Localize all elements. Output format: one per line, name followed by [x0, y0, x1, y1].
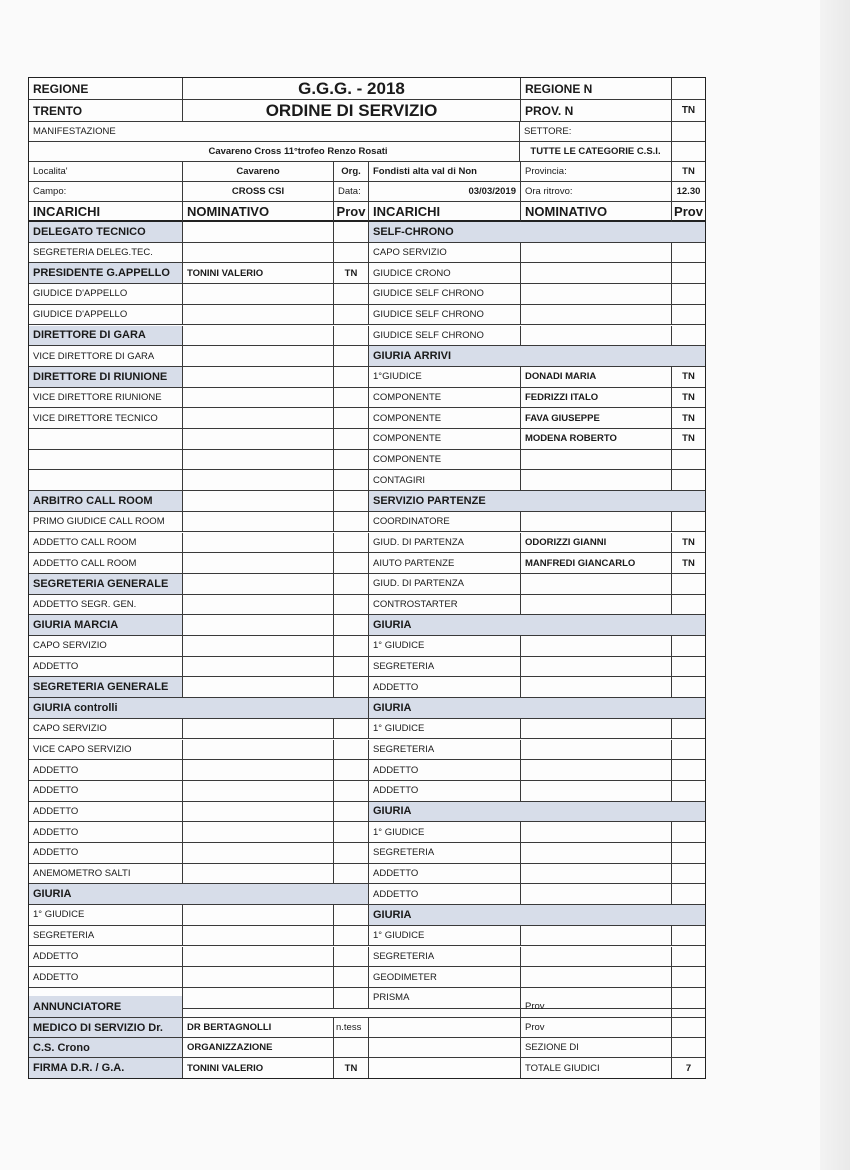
left-prov-8 [334, 388, 369, 409]
left-prov-31 [334, 864, 369, 885]
left-name-0 [183, 222, 334, 243]
left-label-27: ADDETTO [29, 781, 183, 802]
prov-n-value: TN [672, 100, 705, 122]
right-label-17: GIUD. DI PARTENZA [369, 574, 521, 595]
left-prov-35 [334, 947, 369, 968]
right-section-23: GIURIA [369, 698, 705, 719]
ritrovo-label: Ora ritrovo: [521, 182, 672, 202]
right-prov-11 [672, 450, 705, 471]
right-name-9: FAVA GIUSEPPE [521, 408, 672, 429]
org-label: Org. [334, 162, 369, 182]
left-label-8: VICE DIRETTORE RIUNIONE [29, 388, 183, 409]
left-prov-15 [334, 533, 369, 554]
right-name-26 [521, 760, 672, 781]
col-prov-right: Prov [672, 202, 705, 222]
settore-value: TUTTE LE CATEGORIE C.S.I. [519, 142, 672, 162]
right-name-14 [521, 512, 672, 533]
org-value: Fondisti alta val di Non [369, 162, 521, 182]
left-prov-33 [334, 905, 369, 926]
right-prov-18 [672, 595, 705, 616]
right-label-12: CONTAGIRI [369, 470, 521, 491]
right-prov-7: TN [672, 367, 705, 388]
right-name-15: ODORIZZI GIANNI [521, 533, 672, 554]
right-prov-14 [672, 512, 705, 533]
left-prov-7 [334, 367, 369, 388]
page-edge [820, 0, 850, 1170]
left-label-35: ADDETTO [29, 947, 183, 968]
right-label-14: COORDINATORE [369, 512, 521, 533]
right-name-11 [521, 450, 672, 471]
left-prov-19 [334, 615, 369, 636]
right-name-10: MODENA ROBERTO [521, 429, 672, 450]
right-prov-27 [672, 781, 705, 802]
right-section-28: GIURIA [369, 802, 705, 823]
right-prov-34 [672, 926, 705, 947]
right-name-1 [521, 243, 672, 264]
left-name-21 [183, 657, 334, 678]
left-prov-11 [334, 450, 369, 471]
left-prov-4 [334, 305, 369, 326]
right-prov-32 [672, 884, 705, 905]
left-prov-25 [334, 740, 369, 761]
right-name-16: MANFREDI GIANCARLO [521, 553, 672, 574]
right-prov-1 [672, 243, 705, 264]
right-label-24: 1° GIUDICE [369, 719, 521, 740]
right-prov-30 [672, 843, 705, 864]
left-label-14: PRIMO GIUDICE CALL ROOM [29, 512, 183, 533]
left-name-26 [183, 760, 334, 781]
left-label-13: ARBITRO CALL ROOM [29, 491, 183, 512]
right-label-36: GEODIMETER [369, 967, 521, 988]
left-name-10 [183, 429, 334, 450]
right-label-5: GIUDICE SELF CHRONO [369, 326, 521, 347]
right-name-27 [521, 781, 672, 802]
col-nominativo-right: NOMINATIVO [521, 202, 672, 222]
right-prov-12 [672, 470, 705, 491]
col-nominativo-left: NOMINATIVO [183, 202, 334, 222]
left-name-22 [183, 677, 334, 698]
annunciatore-label: ANNUNCIATORE [29, 996, 183, 1018]
right-prov-10: TN [672, 429, 705, 450]
right-prov-26 [672, 760, 705, 781]
manifestazione-label: MANIFESTAZIONE [29, 122, 521, 142]
left-name-29 [183, 822, 334, 843]
left-label-20: CAPO SERVIZIO [29, 636, 183, 657]
left-label-22: SEGRETERIA GENERALE [29, 677, 183, 698]
left-label-5: DIRETTORE DI GARA [29, 326, 183, 347]
right-label-10: COMPONENTE [369, 429, 521, 450]
settore-empty [672, 122, 705, 142]
right-label-2: GIUDICE CRONO [369, 263, 521, 284]
left-name-28 [183, 802, 334, 823]
right-prov-22 [672, 677, 705, 698]
left-name-3 [183, 284, 334, 305]
right-label-26: ADDETTO [369, 760, 521, 781]
left-name-14 [183, 512, 334, 533]
right-prov-2 [672, 263, 705, 284]
left-name-7 [183, 367, 334, 388]
firma-empty [369, 1058, 521, 1078]
left-name-12 [183, 470, 334, 491]
left-prov-21 [334, 657, 369, 678]
right-label-9: COMPONENTE [369, 408, 521, 429]
left-label-15: ADDETTO CALL ROOM [29, 533, 183, 554]
crono-prov [334, 1038, 369, 1058]
sezione-label: SEZIONE DI [521, 1038, 672, 1058]
left-label-16: ADDETTO CALL ROOM [29, 553, 183, 574]
right-label-32: ADDETTO [369, 884, 521, 905]
settore-value-empty [672, 142, 705, 162]
left-name-18 [183, 595, 334, 616]
right-label-35: SEGRETERIA [369, 947, 521, 968]
provincia-label: Provincia: [521, 162, 672, 182]
right-prov-3 [672, 284, 705, 305]
left-prov-24 [334, 719, 369, 740]
right-name-29 [521, 822, 672, 843]
ordine-title: ORDINE DI SERVIZIO [183, 100, 521, 122]
right-prov-31 [672, 864, 705, 885]
firma-prov: TN [334, 1058, 369, 1078]
right-prov-15: TN [672, 533, 705, 554]
right-prov-8: TN [672, 388, 705, 409]
regione-n-label: REGIONE N [521, 78, 672, 100]
left-label-0: DELEGATO TECNICO [29, 222, 183, 243]
right-label-8: COMPONENTE [369, 388, 521, 409]
firma-name: TONINI VALERIO [183, 1058, 334, 1078]
regione-n-value [672, 78, 705, 100]
right-name-4 [521, 305, 672, 326]
right-prov-21 [672, 657, 705, 678]
left-name-36 [183, 967, 334, 988]
right-name-32 [521, 884, 672, 905]
right-label-22: ADDETTO [369, 677, 521, 698]
left-name-25 [183, 740, 334, 761]
ggg-title: G.G.G. - 2018 [183, 78, 521, 100]
right-name-25 [521, 740, 672, 761]
left-label-21: ADDETTO [29, 657, 183, 678]
left-label-3: GIUDICE D'APPELLO [29, 284, 183, 305]
left-name-9 [183, 408, 334, 429]
left-name-16 [183, 553, 334, 574]
left-prov-22 [334, 677, 369, 698]
left-name-31 [183, 864, 334, 885]
left-label-6: VICE DIRETTORE DI GARA [29, 346, 183, 367]
right-label-3: GIUDICE SELF CHRONO [369, 284, 521, 305]
regione-label: REGIONE [29, 78, 183, 100]
right-name-36 [521, 967, 672, 988]
right-label-27: ADDETTO [369, 781, 521, 802]
totale-label: TOTALE GIUDICI [521, 1058, 672, 1078]
left-label-4: GIUDICE D'APPELLO [29, 305, 183, 326]
left-label-11 [29, 450, 183, 471]
left-label-34: SEGRETERIA [29, 926, 183, 947]
left-prov-30 [334, 843, 369, 864]
crono-empty [369, 1038, 521, 1058]
right-section-0: SELF-CHRONO [369, 222, 705, 243]
right-label-1: CAPO SERVIZIO [369, 243, 521, 264]
left-name-35 [183, 947, 334, 968]
left-name-5 [183, 326, 334, 347]
right-prov-36 [672, 967, 705, 988]
left-prov-18 [334, 595, 369, 616]
prov-label-2: Prov [521, 1018, 672, 1038]
right-prov-35 [672, 947, 705, 968]
right-name-24 [521, 719, 672, 740]
trento-label: TRENTO [29, 100, 183, 122]
left-label-17: SEGRETERIA GENERALE [29, 574, 183, 595]
right-section-13: SERVIZIO PARTENZE [369, 491, 705, 512]
sezione-value [672, 1038, 705, 1058]
right-name-18 [521, 595, 672, 616]
left-prov-29 [334, 822, 369, 843]
annunciatore-value [183, 996, 521, 1018]
ritrovo-value: 12.30 [672, 182, 705, 202]
left-name-13 [183, 491, 334, 512]
right-label-15: GIUD. DI PARTENZA [369, 533, 521, 554]
left-prov-27 [334, 781, 369, 802]
left-label-10 [29, 429, 183, 450]
right-prov-9: TN [672, 408, 705, 429]
data-label: Data: [334, 182, 369, 202]
data-value: 03/03/2019 [369, 182, 521, 202]
left-name-1 [183, 243, 334, 264]
right-name-30 [521, 843, 672, 864]
left-prov-1 [334, 243, 369, 264]
right-label-30: SEGRETERIA [369, 843, 521, 864]
right-label-20: 1° GIUDICE [369, 636, 521, 657]
left-name-24 [183, 719, 334, 740]
left-name-19 [183, 615, 334, 636]
right-name-8: FEDRIZZI ITALO [521, 388, 672, 409]
col-incarichi-right: INCARICHI [369, 202, 521, 222]
prov-label-1: Prov [521, 996, 672, 1018]
right-name-17 [521, 574, 672, 595]
left-prov-12 [334, 470, 369, 491]
left-label-36: ADDETTO [29, 967, 183, 988]
left-label-1: SEGRETERIA DELEG.TEC. [29, 243, 183, 264]
right-label-37: PRISMA [369, 988, 521, 1009]
left-name-17 [183, 574, 334, 595]
left-prov-16 [334, 553, 369, 574]
right-prov-17 [672, 574, 705, 595]
right-name-12 [521, 470, 672, 491]
left-label-28: ADDETTO [29, 802, 183, 823]
left-prov-34 [334, 926, 369, 947]
right-prov-20 [672, 636, 705, 657]
right-section-19: GIURIA [369, 615, 705, 636]
left-name-33 [183, 905, 334, 926]
left-name-8 [183, 388, 334, 409]
right-label-16: AIUTO PARTENZE [369, 553, 521, 574]
right-label-21: SEGRETERIA [369, 657, 521, 678]
col-prov-left: Prov [334, 202, 369, 222]
left-prov-28 [334, 802, 369, 823]
crono-label: C.S. Crono [29, 1038, 183, 1058]
right-section-33: GIURIA [369, 905, 705, 926]
left-label-33: 1° GIUDICE [29, 905, 183, 926]
left-label-7: DIRETTORE DI RIUNIONE [29, 367, 183, 388]
left-name-30 [183, 843, 334, 864]
left-prov-13 [334, 491, 369, 512]
medico-label: MEDICO DI SERVIZIO Dr. [29, 1018, 183, 1038]
left-label-18: ADDETTO SEGR. GEN. [29, 595, 183, 616]
ntess-label: n.tess [334, 1018, 369, 1038]
right-prov-4 [672, 305, 705, 326]
left-label-9: VICE DIRETTORE TECNICO [29, 408, 183, 429]
left-name-6 [183, 346, 334, 367]
left-prov-6 [334, 346, 369, 367]
left-label-19: GIURIA MARCIA [29, 615, 183, 636]
right-section-6: GIURIA ARRIVI [369, 346, 705, 367]
right-name-3 [521, 284, 672, 305]
totale-value: 7 [685, 1062, 692, 1074]
left-prov-36 [334, 967, 369, 988]
right-prov-16: TN [672, 553, 705, 574]
right-name-5 [521, 326, 672, 347]
service-order-form [28, 77, 706, 1079]
right-label-18: CONTROSTARTER [369, 595, 521, 616]
left-name-34 [183, 926, 334, 947]
left-name-11 [183, 450, 334, 471]
right-prov-24 [672, 719, 705, 740]
prov-n-label: PROV. N [521, 100, 672, 122]
left-prov-14 [334, 512, 369, 533]
left-prov-17 [334, 574, 369, 595]
left-label-2: PRESIDENTE G.APPELLO [29, 263, 183, 284]
right-label-34: 1° GIUDICE [369, 926, 521, 947]
left-name-2: TONINI VALERIO [183, 263, 334, 284]
medico-name: DR BERTAGNOLLI [183, 1018, 334, 1038]
right-prov-25 [672, 740, 705, 761]
right-label-31: ADDETTO [369, 864, 521, 885]
left-prov-2: TN [334, 263, 369, 284]
left-prov-5 [334, 326, 369, 347]
right-name-7: DONADI MARIA [521, 367, 672, 388]
right-name-31 [521, 864, 672, 885]
right-prov-29 [672, 822, 705, 843]
right-name-34 [521, 926, 672, 947]
left-label-31: ANEMOMETRO SALTI [29, 864, 183, 885]
right-name-2 [521, 263, 672, 284]
left-label-26: ADDETTO [29, 760, 183, 781]
right-prov-5 [672, 326, 705, 347]
left-label-25: VICE CAPO SERVIZIO [29, 740, 183, 761]
settore-label: SETTORE: [519, 122, 672, 142]
left-prov-3 [334, 284, 369, 305]
right-name-35 [521, 947, 672, 968]
left-section-23: GIURIA controlli [29, 698, 369, 719]
ntess-value [369, 1018, 521, 1038]
localita-value: Cavareno [183, 162, 334, 182]
left-prov-10 [334, 429, 369, 450]
right-name-22 [521, 677, 672, 698]
left-prov-9 [334, 408, 369, 429]
col-incarichi-left: INCARICHI [29, 202, 183, 222]
right-name-20 [521, 636, 672, 657]
right-name-21 [521, 657, 672, 678]
left-label-12 [29, 470, 183, 491]
left-label-29: ADDETTO [29, 822, 183, 843]
left-name-27 [183, 781, 334, 802]
right-label-25: SEGRETERIA [369, 740, 521, 761]
left-name-4 [183, 305, 334, 326]
prov-value-2 [672, 1018, 705, 1038]
left-prov-26 [334, 760, 369, 781]
right-label-11: COMPONENTE [369, 450, 521, 471]
left-prov-0 [334, 222, 369, 243]
left-prov-20 [334, 636, 369, 657]
campo-label: Campo: [29, 182, 183, 202]
manifestazione-value: Cavareno Cross 11°trofeo Renzo Rosati [29, 142, 521, 162]
left-name-15 [183, 533, 334, 554]
left-label-30: ADDETTO [29, 843, 183, 864]
right-label-7: 1°GIUDICE [369, 367, 521, 388]
campo-value: CROSS CSI [183, 182, 334, 202]
firma-label: FIRMA D.R. / G.A. [29, 1058, 183, 1078]
prov-value-1 [672, 996, 705, 1018]
right-label-29: 1° GIUDICE [369, 822, 521, 843]
provincia-value: TN [672, 162, 705, 182]
right-label-4: GIUDICE SELF CHRONO [369, 305, 521, 326]
left-name-20 [183, 636, 334, 657]
localita-label: Localita' [29, 162, 183, 182]
left-section-32: GIURIA [29, 884, 369, 905]
organizzazione-value: ORGANIZZAZIONE [183, 1038, 334, 1058]
left-label-24: CAPO SERVIZIO [29, 719, 183, 740]
